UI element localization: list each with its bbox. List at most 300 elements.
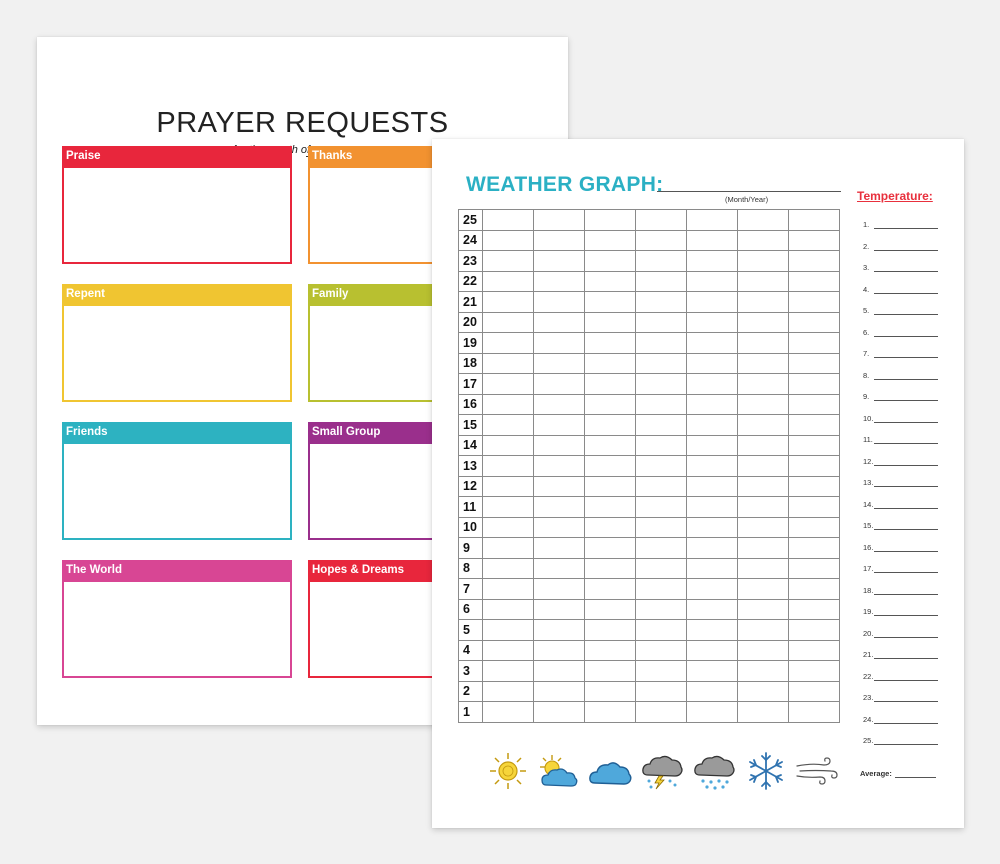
grid-cell[interactable] xyxy=(636,497,687,518)
grid-cell[interactable] xyxy=(738,640,789,661)
grid-cell[interactable] xyxy=(738,517,789,538)
grid-cell[interactable] xyxy=(789,620,840,641)
grid-cell[interactable] xyxy=(585,497,636,518)
grid-cell[interactable] xyxy=(789,681,840,702)
row-number: 13 xyxy=(459,456,483,477)
grid-cell[interactable] xyxy=(585,312,636,333)
grid-cell[interactable] xyxy=(585,579,636,600)
row-number: 11 xyxy=(459,497,483,518)
grid-cell[interactable] xyxy=(585,702,636,723)
row-number: 21 xyxy=(459,292,483,313)
grid-cell[interactable] xyxy=(585,681,636,702)
grid-cell[interactable] xyxy=(585,251,636,272)
grid-cell[interactable] xyxy=(636,415,687,436)
temperature-entry-number: 6. xyxy=(863,327,870,337)
grid-cell[interactable] xyxy=(687,312,738,333)
grid-cell[interactable] xyxy=(687,292,738,313)
grid-cell[interactable] xyxy=(585,599,636,620)
grid-cell[interactable] xyxy=(789,435,840,456)
grid-cell[interactable] xyxy=(636,251,687,272)
grid-cell[interactable] xyxy=(585,230,636,251)
grid-row xyxy=(459,333,840,354)
grid-cell[interactable] xyxy=(483,230,534,251)
grid-cell[interactable] xyxy=(585,271,636,292)
snowflake-icon xyxy=(743,751,789,791)
grid-cell[interactable] xyxy=(585,353,636,374)
grid-cell[interactable] xyxy=(636,702,687,723)
temperature-entry-line xyxy=(874,637,938,638)
row-number: 9 xyxy=(459,538,483,559)
temperature-entry-line xyxy=(874,658,938,659)
grid-cell[interactable] xyxy=(483,353,534,374)
sun-icon xyxy=(485,751,531,791)
grid-cell[interactable] xyxy=(687,271,738,292)
grid-cell[interactable] xyxy=(534,702,585,723)
grid-cell[interactable] xyxy=(738,558,789,579)
grid-cell[interactable] xyxy=(738,538,789,559)
grid-cell[interactable] xyxy=(585,435,636,456)
grid-cell[interactable] xyxy=(687,681,738,702)
rain-icon xyxy=(691,751,737,791)
temperature-entry-line xyxy=(874,271,938,272)
grid-cell[interactable] xyxy=(789,415,840,436)
grid-cell[interactable] xyxy=(687,497,738,518)
grid-cell[interactable] xyxy=(789,230,840,251)
grid-cell[interactable] xyxy=(483,497,534,518)
temperature-entry[interactable] xyxy=(863,715,873,724)
grid-cell[interactable] xyxy=(483,292,534,313)
box-praise-label: Praise xyxy=(62,146,292,168)
temperature-entry[interactable] xyxy=(863,736,873,745)
temperature-entry-line xyxy=(874,379,938,380)
grid-cell[interactable] xyxy=(636,681,687,702)
grid-row xyxy=(459,579,840,600)
grid-cell[interactable] xyxy=(636,292,687,313)
grid-cell[interactable] xyxy=(483,579,534,600)
grid-cell[interactable] xyxy=(534,681,585,702)
temperature-entry-number: 15. xyxy=(863,521,874,530)
row-number: 19 xyxy=(459,333,483,354)
grid-cell[interactable] xyxy=(483,702,534,723)
grid-cell[interactable] xyxy=(585,538,636,559)
grid-cell[interactable] xyxy=(636,640,687,661)
row-number: 4 xyxy=(459,640,483,661)
grid-cell[interactable] xyxy=(636,456,687,477)
temperature-entry-number: 3. xyxy=(863,263,870,272)
grid-cell[interactable] xyxy=(789,394,840,415)
temperature-entry-line xyxy=(874,744,938,745)
grid-cell[interactable] xyxy=(585,210,636,231)
grid-cell[interactable] xyxy=(585,415,636,436)
grid-cell[interactable] xyxy=(534,517,585,538)
grid-cell[interactable] xyxy=(738,456,789,477)
grid-cell[interactable] xyxy=(585,476,636,497)
grid-cell[interactable] xyxy=(534,579,585,600)
grid-cell[interactable] xyxy=(687,538,738,559)
box-hopes-dreams-label: Hopes & Dreams xyxy=(308,560,538,582)
grid-cell[interactable] xyxy=(585,374,636,395)
grid-row xyxy=(459,640,840,661)
grid-cell[interactable] xyxy=(687,230,738,251)
temperature-entry[interactable] xyxy=(863,220,869,229)
grid-row xyxy=(459,476,840,497)
grid-row xyxy=(459,517,840,538)
box-repent xyxy=(62,284,292,402)
grid-cell[interactable] xyxy=(687,517,738,538)
grid-cell[interactable] xyxy=(483,312,534,333)
row-number: 8 xyxy=(459,558,483,579)
grid-row xyxy=(459,312,840,333)
temperature-entry[interactable] xyxy=(863,414,873,423)
grid-cell[interactable] xyxy=(687,476,738,497)
temperature-entry[interactable] xyxy=(863,629,873,638)
row-number: 12 xyxy=(459,476,483,497)
grid-cell[interactable] xyxy=(687,333,738,354)
grid-row xyxy=(459,353,840,374)
grid-cell[interactable] xyxy=(687,620,738,641)
grid-cell[interactable] xyxy=(483,333,534,354)
grid-cell[interactable] xyxy=(636,599,687,620)
temperature-entry[interactable] xyxy=(863,306,869,315)
temperature-entry-number: 21. xyxy=(863,650,874,659)
grid-cell[interactable] xyxy=(585,558,636,579)
row-number: 5 xyxy=(459,620,483,641)
grid-cell[interactable] xyxy=(789,579,840,600)
grid-cell[interactable] xyxy=(687,456,738,477)
temperature-entry-line xyxy=(874,723,938,724)
grid-cell[interactable] xyxy=(636,394,687,415)
temperature-entry-number: 12. xyxy=(863,456,874,466)
grid-cell[interactable] xyxy=(636,312,687,333)
grid-row xyxy=(459,702,840,723)
grid-cell[interactable] xyxy=(738,579,789,600)
grid-cell[interactable] xyxy=(789,517,840,538)
grid-cell[interactable] xyxy=(789,271,840,292)
grid-cell[interactable] xyxy=(636,558,687,579)
temperature-entry-line xyxy=(874,680,938,681)
temperature-entry[interactable] xyxy=(863,521,873,530)
grid-cell[interactable] xyxy=(789,292,840,313)
grid-cell[interactable] xyxy=(738,312,789,333)
grid-cell[interactable] xyxy=(738,681,789,702)
grid-cell[interactable] xyxy=(738,702,789,723)
temperature-entry[interactable] xyxy=(863,349,869,358)
month-year-line xyxy=(657,191,841,192)
cloud-icon xyxy=(587,751,633,791)
grid-cell[interactable] xyxy=(636,230,687,251)
grid-row xyxy=(459,292,840,313)
grid-row xyxy=(459,661,840,682)
temperature-entry[interactable] xyxy=(863,392,869,401)
temperature-entry-line xyxy=(874,228,938,229)
grid-cell[interactable] xyxy=(687,210,738,231)
grid-cell[interactable] xyxy=(636,579,687,600)
grid-cell[interactable] xyxy=(483,661,534,682)
temperature-entry-number: 11. xyxy=(863,435,873,444)
weather-grid xyxy=(458,209,840,723)
grid-cell[interactable] xyxy=(789,702,840,723)
temperature-entry-number: 13. xyxy=(863,478,874,487)
box-repent-label: Repent xyxy=(62,284,292,306)
temperature-entry[interactable] xyxy=(863,564,873,573)
grid-cell[interactable] xyxy=(534,251,585,272)
grid-cell[interactable] xyxy=(789,661,840,682)
grid-cell[interactable] xyxy=(789,538,840,559)
temperature-entry-number: 23. xyxy=(863,693,874,702)
temperature-entry-number: 24. xyxy=(863,714,874,724)
grid-cell[interactable] xyxy=(534,558,585,579)
grid-cell[interactable] xyxy=(534,476,585,497)
temperature-entry-line xyxy=(874,443,938,444)
grid-cell[interactable] xyxy=(534,353,585,374)
temperature-entry-line xyxy=(874,400,938,401)
grid-cell[interactable] xyxy=(789,210,840,231)
grid-cell[interactable] xyxy=(738,415,789,436)
grid-cell[interactable] xyxy=(534,435,585,456)
grid-cell[interactable] xyxy=(738,251,789,272)
grid-cell[interactable] xyxy=(585,456,636,477)
prayer-title: PRAYER REQUESTS xyxy=(156,107,449,139)
grid-cell[interactable] xyxy=(738,353,789,374)
grid-cell[interactable] xyxy=(687,558,738,579)
grid-cell[interactable] xyxy=(738,210,789,231)
grid-cell[interactable] xyxy=(636,271,687,292)
grid-cell[interactable] xyxy=(534,312,585,333)
grid-cell[interactable] xyxy=(738,620,789,641)
grid-cell[interactable] xyxy=(585,517,636,538)
grid-cell[interactable] xyxy=(585,661,636,682)
grid-cell[interactable] xyxy=(483,538,534,559)
temperature-entry-line xyxy=(874,701,938,702)
temperature-entry-number: 10. xyxy=(863,413,874,423)
grid-cell[interactable] xyxy=(585,292,636,313)
grid-cell[interactable] xyxy=(738,292,789,313)
grid-cell[interactable] xyxy=(789,497,840,518)
grid-cell[interactable] xyxy=(483,558,534,579)
grid-cell[interactable] xyxy=(687,251,738,272)
grid-cell[interactable] xyxy=(534,374,585,395)
grid-cell[interactable] xyxy=(687,579,738,600)
grid-cell[interactable] xyxy=(483,271,534,292)
temperature-entry-line xyxy=(874,615,938,616)
temperature-entry[interactable] xyxy=(863,586,873,595)
average-field xyxy=(860,769,892,778)
grid-cell[interactable] xyxy=(534,640,585,661)
box-the-world xyxy=(62,560,292,678)
grid-cell[interactable] xyxy=(534,292,585,313)
grid-cell[interactable] xyxy=(687,415,738,436)
grid-cell[interactable] xyxy=(789,251,840,272)
grid-cell[interactable] xyxy=(483,374,534,395)
wind-icon xyxy=(794,751,840,791)
grid-cell[interactable] xyxy=(789,312,840,333)
grid-cell[interactable] xyxy=(789,599,840,620)
grid-cell[interactable] xyxy=(789,456,840,477)
grid-row xyxy=(459,538,840,559)
grid-row xyxy=(459,394,840,415)
grid-cell[interactable] xyxy=(636,435,687,456)
grid-cell[interactable] xyxy=(483,681,534,702)
grid-cell[interactable] xyxy=(636,333,687,354)
temperature-entry-number: 25. xyxy=(863,736,874,745)
temperature-entry[interactable] xyxy=(863,457,873,466)
grid-cell[interactable] xyxy=(687,702,738,723)
grid-cell[interactable] xyxy=(789,333,840,354)
grid-cell[interactable] xyxy=(636,517,687,538)
grid-cell[interactable] xyxy=(585,640,636,661)
grid-cell[interactable] xyxy=(483,476,534,497)
grid-cell[interactable] xyxy=(738,394,789,415)
row-number: 3 xyxy=(459,661,483,682)
grid-cell[interactable] xyxy=(636,661,687,682)
grid-cell[interactable] xyxy=(789,374,840,395)
grid-cell[interactable] xyxy=(738,476,789,497)
temperature-entry-line xyxy=(874,422,938,423)
grid-row xyxy=(459,456,840,477)
temperature-entry[interactable] xyxy=(863,672,873,681)
grid-row xyxy=(459,435,840,456)
grid-cell[interactable] xyxy=(738,599,789,620)
grid-cell[interactable] xyxy=(483,599,534,620)
grid-row xyxy=(459,271,840,292)
row-number: 15 xyxy=(459,415,483,436)
grid-cell[interactable] xyxy=(738,497,789,518)
grid-cell[interactable] xyxy=(483,640,534,661)
grid-cell[interactable] xyxy=(534,210,585,231)
box-friends xyxy=(62,422,292,540)
row-number: 18 xyxy=(459,353,483,374)
grid-cell[interactable] xyxy=(687,435,738,456)
temperature-entry-number: 16. xyxy=(863,542,874,552)
grid-cell[interactable] xyxy=(687,640,738,661)
temperature-entry-number: 1. xyxy=(863,220,870,229)
grid-cell[interactable] xyxy=(534,620,585,641)
grid-cell[interactable] xyxy=(738,271,789,292)
grid-cell[interactable] xyxy=(636,210,687,231)
grid-cell[interactable] xyxy=(687,353,738,374)
grid-cell[interactable] xyxy=(738,374,789,395)
grid-cell[interactable] xyxy=(534,661,585,682)
temperature-entry-number: 9. xyxy=(863,392,870,401)
grid-cell[interactable] xyxy=(483,251,534,272)
grid-cell[interactable] xyxy=(483,435,534,456)
grid-cell[interactable] xyxy=(534,456,585,477)
temperature-entry-line xyxy=(874,250,938,251)
grid-cell[interactable] xyxy=(483,394,534,415)
grid-cell[interactable] xyxy=(789,640,840,661)
grid-cell[interactable] xyxy=(636,353,687,374)
grid-cell[interactable] xyxy=(738,230,789,251)
grid-cell[interactable] xyxy=(636,538,687,559)
grid-cell[interactable] xyxy=(534,599,585,620)
row-number: 22 xyxy=(459,271,483,292)
temperature-entry[interactable] xyxy=(863,478,873,487)
grid-cell[interactable] xyxy=(738,435,789,456)
temperature-entry-number: 4. xyxy=(863,284,870,294)
temperature-entry-line xyxy=(874,465,938,466)
grid-cell[interactable] xyxy=(534,333,585,354)
grid-cell[interactable] xyxy=(789,353,840,374)
box-thanks-label: Thanks xyxy=(308,146,538,168)
temperature-entry-number: 22. xyxy=(863,671,874,681)
temperature-entry[interactable] xyxy=(863,543,873,552)
grid-cell[interactable] xyxy=(534,230,585,251)
temperature-entry-number: 20. xyxy=(863,628,874,638)
grid-row xyxy=(459,558,840,579)
grid-cell[interactable] xyxy=(636,476,687,497)
temperature-entry-number: 19. xyxy=(863,607,874,616)
grid-cell[interactable] xyxy=(483,210,534,231)
temperature-entry[interactable] xyxy=(863,242,869,251)
grid-cell[interactable] xyxy=(483,415,534,436)
grid-row xyxy=(459,251,840,272)
grid-cell[interactable] xyxy=(738,661,789,682)
grid-cell[interactable] xyxy=(789,558,840,579)
temperature-entry[interactable] xyxy=(863,693,873,702)
grid-cell[interactable] xyxy=(585,394,636,415)
grid-cell[interactable] xyxy=(483,517,534,538)
box-friends-label: Friends xyxy=(62,422,292,444)
grid-cell[interactable] xyxy=(534,394,585,415)
row-number: 23 xyxy=(459,251,483,272)
temperature-entry[interactable] xyxy=(863,285,869,294)
temperature-entry-line xyxy=(874,314,938,315)
row-number: 7 xyxy=(459,579,483,600)
temperature-entry-line xyxy=(874,529,938,530)
grid-cell[interactable] xyxy=(636,374,687,395)
temperature-entry[interactable] xyxy=(863,650,873,659)
row-number: 10 xyxy=(459,517,483,538)
temperature-entry[interactable] xyxy=(863,435,873,444)
grid-cell[interactable] xyxy=(534,497,585,518)
grid-cell[interactable] xyxy=(534,538,585,559)
temperature-entry-line xyxy=(874,508,938,509)
temperature-entry[interactable] xyxy=(863,263,869,272)
temperature-entry[interactable] xyxy=(863,328,869,337)
grid-row xyxy=(459,230,840,251)
grid-cell[interactable] xyxy=(687,374,738,395)
grid-cell[interactable] xyxy=(687,394,738,415)
grid-cell[interactable] xyxy=(636,620,687,641)
box-praise xyxy=(62,146,292,264)
grid-cell[interactable] xyxy=(483,620,534,641)
temperature-entry[interactable] xyxy=(863,607,873,616)
average-line xyxy=(895,777,936,778)
box-the-world-label: The World xyxy=(62,560,292,582)
grid-cell[interactable] xyxy=(534,271,585,292)
grid-cell[interactable] xyxy=(483,456,534,477)
grid-cell[interactable] xyxy=(687,599,738,620)
grid-row xyxy=(459,374,840,395)
grid-cell[interactable] xyxy=(585,333,636,354)
grid-row xyxy=(459,620,840,641)
temperature-title: Temperature: xyxy=(857,189,933,203)
temperature-entry-line xyxy=(874,357,938,358)
temperature-entry[interactable] xyxy=(863,371,869,380)
row-number: 17 xyxy=(459,374,483,395)
temperature-entry[interactable] xyxy=(863,500,873,509)
grid-row xyxy=(459,497,840,518)
grid-cell[interactable] xyxy=(789,476,840,497)
grid-cell[interactable] xyxy=(534,415,585,436)
temperature-entry-number: 7. xyxy=(863,349,870,358)
grid-cell[interactable] xyxy=(738,333,789,354)
grid-cell[interactable] xyxy=(585,620,636,641)
row-number: 6 xyxy=(459,599,483,620)
weather-graph-page xyxy=(432,139,964,828)
temperature-entry-number: 18. xyxy=(863,585,874,595)
grid-cell[interactable] xyxy=(687,661,738,682)
